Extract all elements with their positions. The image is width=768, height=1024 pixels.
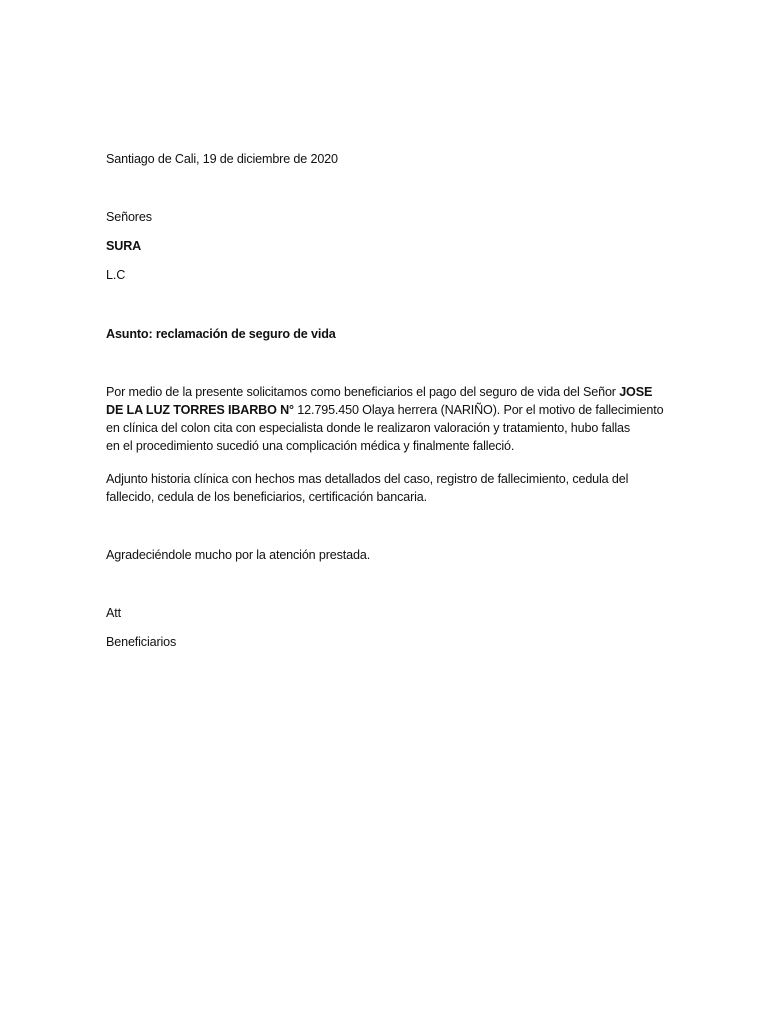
body-paragraph-1	[106, 383, 666, 455]
beneficiary-name-part-2: DE LA LUZ TORRES IBARBO N°	[106, 403, 294, 417]
beneficiary-name-part-1: JOSE	[619, 385, 653, 399]
closing-line: Agradeciéndole mucho por la atención prestada.	[106, 548, 371, 562]
body-paragraph-2	[106, 470, 666, 506]
body-p1-line-4: en el procedimiento sucedió una complicación médica y finalmente falleció.	[106, 439, 515, 453]
salutation: Señores	[106, 210, 152, 224]
subject-line: Asunto: reclamación de seguro de vida	[106, 327, 336, 341]
recipient-city: L.C	[106, 268, 126, 282]
recipient-name: SURA	[106, 239, 142, 253]
body-p1-line-2	[106, 401, 666, 419]
body-p2-line-2: fallecido, cedula de los beneficiarios, certificación bancaria.	[106, 490, 427, 504]
body-p1-line-1-text: Por medio de la presente solicitamos como beneficiarios el pago del seguro de vida del Señor	[106, 385, 620, 399]
date-line: Santiago de Cali, 19 de diciembre de 2020	[106, 152, 338, 166]
signature-line: Beneficiarios	[106, 635, 177, 649]
body-p1-line-1	[106, 383, 666, 401]
att-line: Att	[106, 606, 121, 620]
body-p2-line-1: Adjunto historia clínica con hechos mas detallados del caso, registro de fallecimiento, cedula del	[106, 472, 629, 486]
body-p1-line-2-text: 12.795.450 Olaya herrera (NARIÑO). Por el motivo de fallecimiento	[293, 403, 664, 417]
body-p1-line-3: en clínica del colon cita con especialista donde le realizaron valoración y tratamiento, hubo fallas	[106, 421, 631, 435]
